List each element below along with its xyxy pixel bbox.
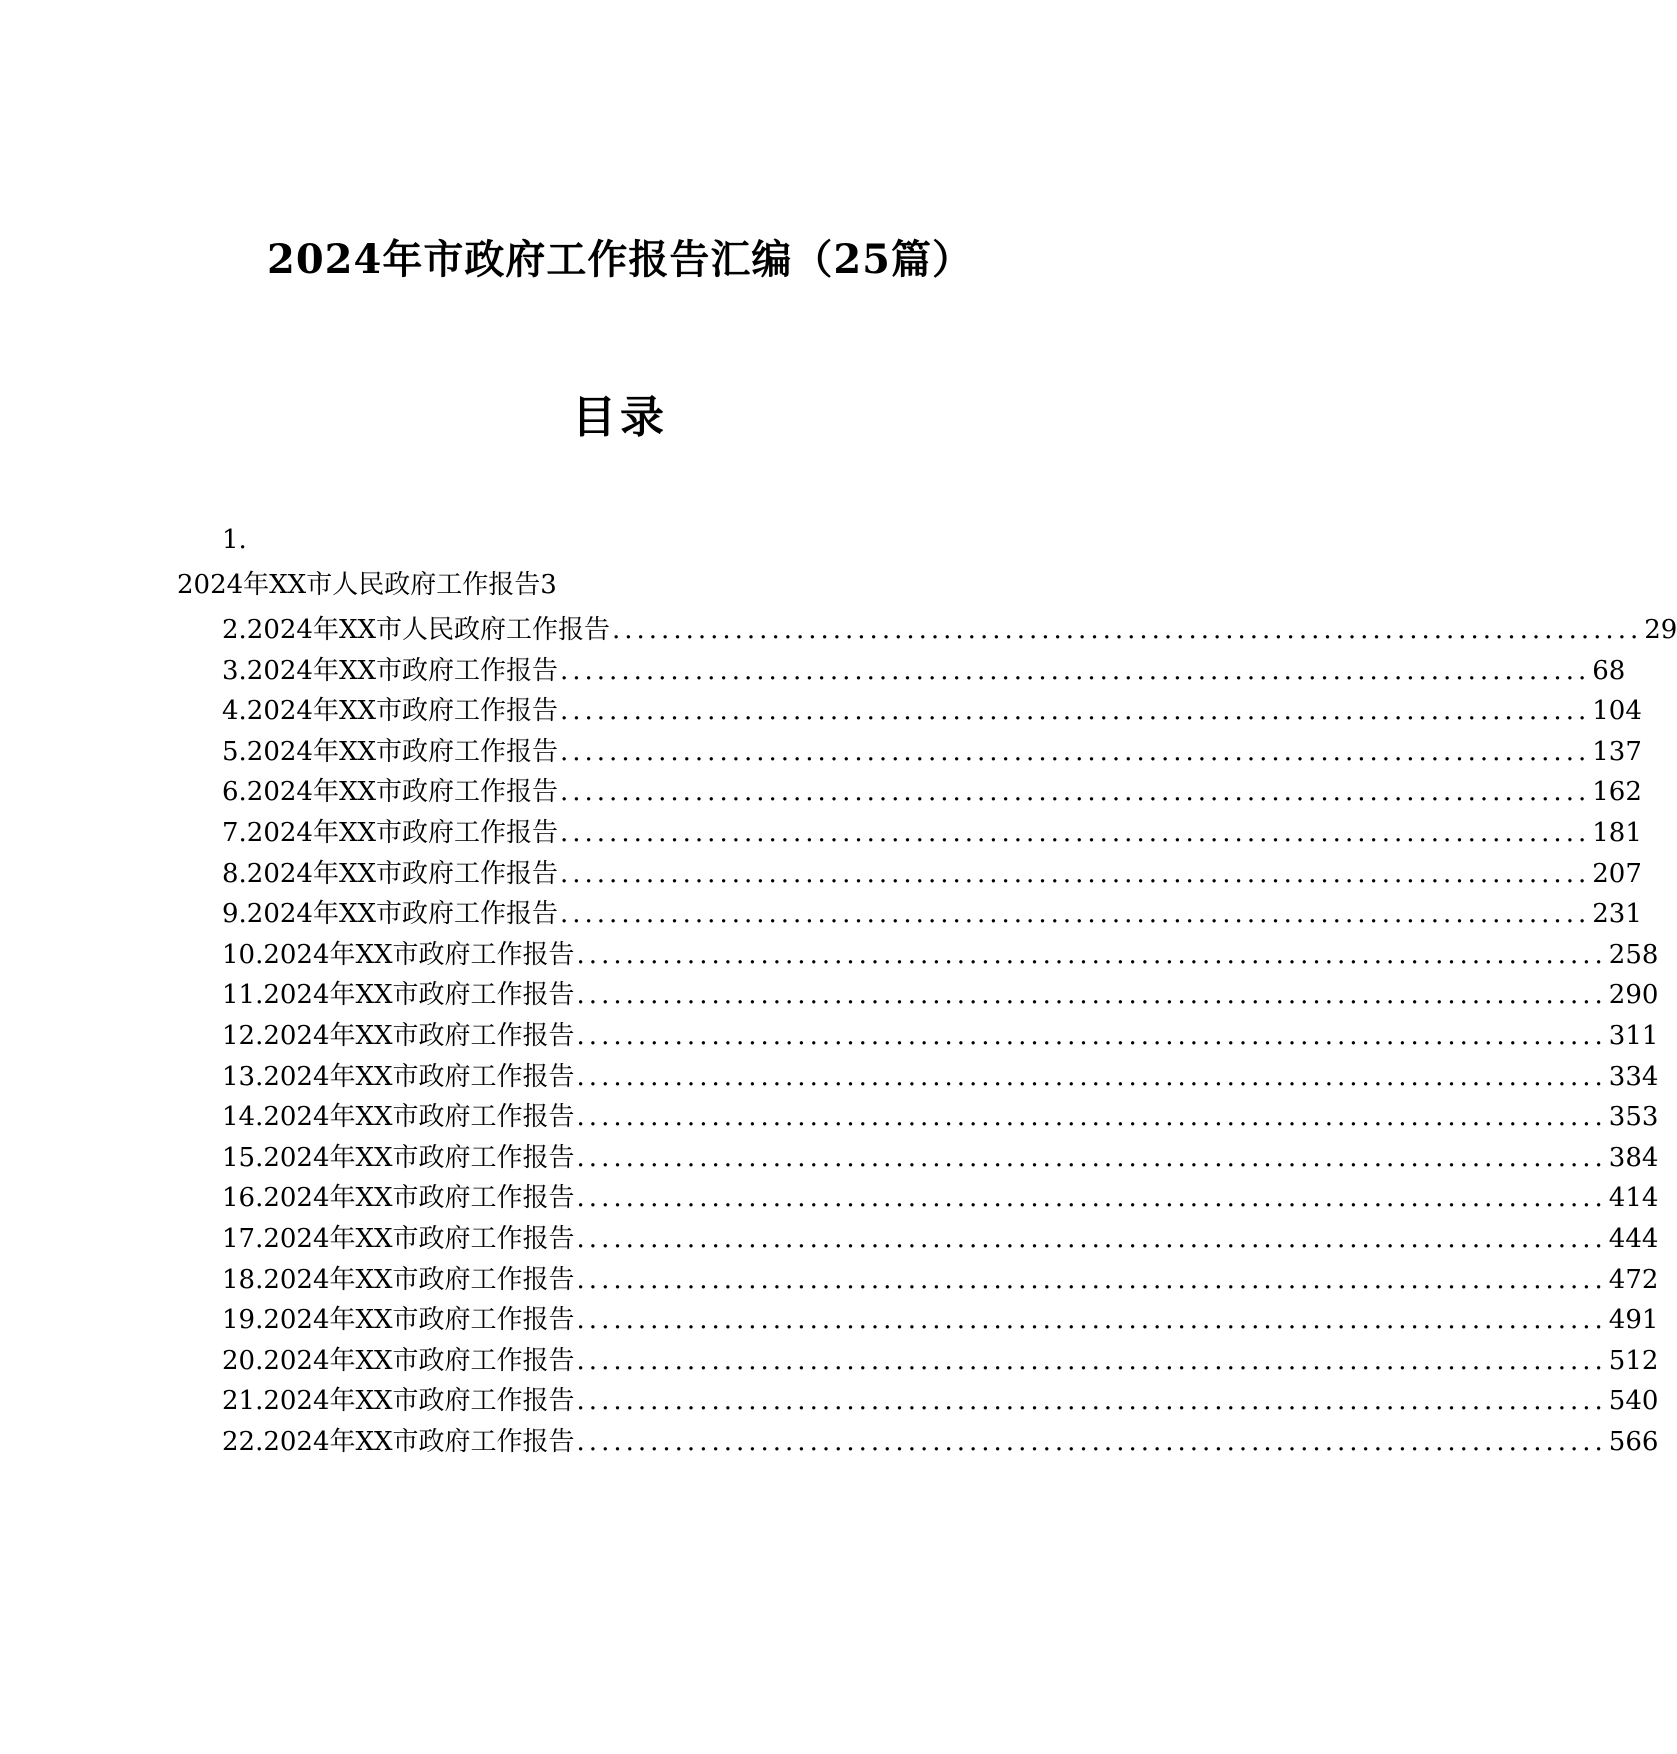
toc-entry-title: 2.2024年XX市人民政府工作报告 — [222, 615, 610, 645]
toc-entry-title: 21.2024年XX市政府工作报告 — [222, 1386, 575, 1417]
toc-entry-title: 6.2024年XX市政府工作报告 — [222, 777, 558, 808]
toc-entry-page-number: 334 — [1608, 1061, 1659, 1092]
toc-dot-leader: .................................................................................... — [560, 696, 1591, 727]
toc-entry-1-number[interactable]: 1. — [222, 525, 247, 555]
toc-entry[interactable] — [222, 1095, 1659, 1140]
toc-entry-page-number: 162 — [1592, 777, 1642, 808]
toc-entry[interactable] — [222, 649, 1626, 694]
toc-dot-leader: .................................................................................... — [576, 1021, 1607, 1051]
toc-entry-page-number: 258 — [1608, 939, 1659, 970]
toc-entry[interactable] — [222, 811, 1642, 856]
toc-dot-leader: .................................................................................... — [560, 777, 1591, 808]
toc-entry[interactable] — [222, 1217, 1659, 1262]
toc-dot-leader: .................................................................................... — [576, 1224, 1607, 1254]
toc-dot-leader: .................................................................................... — [576, 1345, 1607, 1376]
toc-entry[interactable] — [222, 1014, 1659, 1059]
toc-entry-title: 12.2024年XX市政府工作报告 — [222, 1021, 575, 1051]
toc-entry-page-number: 137 — [1592, 736, 1642, 767]
toc-entry[interactable] — [222, 973, 1659, 1018]
toc-entry-title: 17.2024年XX市政府工作报告 — [222, 1224, 575, 1254]
toc-entry-title: 4.2024年XX市政府工作报告 — [222, 696, 558, 727]
toc-entry[interactable] — [222, 1420, 1659, 1465]
toc-dot-leader: .................................................................................... — [560, 899, 1591, 930]
toc-entry-page-number: 311 — [1608, 1021, 1659, 1051]
toc-entry-page-number: 540 — [1608, 1386, 1659, 1417]
toc-entry-title: 7.2024年XX市政府工作报告 — [222, 818, 558, 848]
toc-entry[interactable] — [222, 1339, 1659, 1384]
toc-entry-page-number: 290 — [1608, 980, 1659, 1011]
toc-entry-title: 13.2024年XX市政府工作报告 — [222, 1061, 575, 1092]
toc-entry-title: 8.2024年XX市政府工作报告 — [222, 858, 558, 889]
toc-entry[interactable] — [222, 1258, 1659, 1303]
toc-entry-page-number: 68 — [1592, 655, 1626, 686]
toc-dot-leader: .................................................................................... — [576, 1386, 1607, 1417]
toc-entry-page-number: 566 — [1608, 1427, 1659, 1457]
toc-dot-leader: .................................................................................... — [612, 615, 1643, 645]
toc-entry[interactable] — [222, 770, 1642, 815]
toc-entry-page-number: 353 — [1608, 1102, 1659, 1133]
toc-entry-title: 11.2024年XX市政府工作报告 — [222, 980, 575, 1011]
toc-entry[interactable] — [222, 892, 1642, 937]
toc-entry-page-number: 104 — [1592, 696, 1642, 727]
toc-entry-page-number: 29 — [1644, 615, 1677, 645]
toc-dot-leader: .................................................................................... — [576, 980, 1607, 1011]
toc-dot-leader: .................................................................................... — [576, 1264, 1607, 1295]
toc-entry-page-number: 207 — [1592, 858, 1642, 889]
toc-entry-title: 15.2024年XX市政府工作报告 — [222, 1142, 575, 1173]
toc-entry-page-number: 231 — [1592, 899, 1642, 930]
toc-entry-1[interactable]: 2024年XX市人民政府工作报告3 — [177, 570, 557, 600]
toc-entry-page-number: 181 — [1592, 818, 1642, 848]
toc-entry[interactable] — [222, 933, 1659, 978]
toc-entry-page-number: 512 — [1608, 1345, 1659, 1376]
toc-dot-leader: .................................................................................... — [560, 655, 1591, 686]
toc-dot-leader: .................................................................................... — [576, 1061, 1607, 1092]
toc-entry-title: 18.2024年XX市政府工作报告 — [222, 1264, 575, 1295]
toc-dot-leader: .................................................................................... — [560, 858, 1591, 889]
toc-entry[interactable] — [222, 730, 1642, 775]
toc-entry[interactable] — [222, 1055, 1659, 1100]
toc-dot-leader: .................................................................................... — [576, 939, 1607, 970]
toc-dot-leader: .................................................................................... — [576, 1102, 1607, 1133]
toc-entry[interactable] — [222, 1298, 1659, 1343]
toc-entry-title: 19.2024年XX市政府工作报告 — [222, 1305, 575, 1336]
toc-entry[interactable] — [222, 608, 1677, 653]
toc-dot-leader: .................................................................................... — [576, 1305, 1607, 1336]
toc-dot-leader: .................................................................................... — [576, 1183, 1607, 1214]
toc-heading: 目录 — [572, 392, 668, 443]
toc-entry-title: 5.2024年XX市政府工作报告 — [222, 736, 558, 767]
document-title: 2024年市政府工作报告汇编（25篇） — [267, 236, 973, 283]
toc-entry[interactable] — [222, 1176, 1659, 1221]
toc-entry-title: 10.2024年XX市政府工作报告 — [222, 939, 575, 970]
toc-entry-page-number: 384 — [1608, 1142, 1659, 1173]
toc-entry-page-number: 472 — [1608, 1264, 1659, 1295]
toc-entry-title: 14.2024年XX市政府工作报告 — [222, 1102, 575, 1133]
toc-entry[interactable] — [222, 852, 1642, 897]
toc-dot-leader: .................................................................................... — [560, 818, 1591, 848]
toc-dot-leader: .................................................................................... — [576, 1142, 1607, 1173]
toc-entry-title: 3.2024年XX市政府工作报告 — [222, 655, 558, 686]
toc-entry-page-number: 414 — [1608, 1183, 1659, 1214]
toc-entry-page-number: 491 — [1608, 1305, 1659, 1336]
toc-entry-title: 9.2024年XX市政府工作报告 — [222, 899, 558, 930]
toc-entry-title: 20.2024年XX市政府工作报告 — [222, 1345, 575, 1376]
toc-dot-leader: .................................................................................... — [576, 1427, 1607, 1457]
toc-entry[interactable] — [222, 1379, 1659, 1424]
toc-dot-leader: .................................................................................... — [560, 736, 1591, 767]
toc-entry[interactable] — [222, 689, 1642, 734]
toc-entry[interactable] — [222, 1136, 1659, 1181]
toc-entry-title: 16.2024年XX市政府工作报告 — [222, 1183, 575, 1214]
toc-entry-title: 22.2024年XX市政府工作报告 — [222, 1427, 575, 1457]
toc-entry-page-number: 444 — [1608, 1224, 1659, 1254]
